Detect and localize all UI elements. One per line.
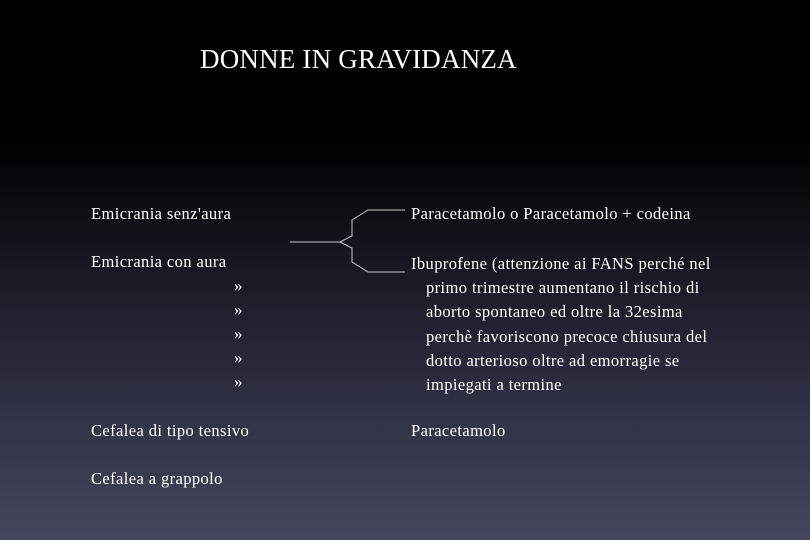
treatment-paracetamol: Paracetamolo: [411, 421, 506, 440]
treatment-ibuprofen-note: [411, 252, 711, 397]
condition-tension-headache: Cefalea di tipo tensivo: [91, 421, 250, 440]
treatment-line: primo trimestre aumentano il rischio di: [426, 278, 700, 298]
slide-title: DONNE IN GRAVIDANZA: [200, 44, 517, 74]
ditto-mark: »: [234, 372, 243, 391]
treatment-line: Ibuprofene (attenzione ai FANS perché nel: [411, 254, 711, 273]
treatment-line: perchè favoriscono precoce chiusura del: [426, 326, 708, 346]
treatment-line: impiegati a termine: [426, 375, 562, 395]
ditto-mark: »: [234, 300, 243, 319]
treatment-line: aborto spontaneo ed oltre la 32esima: [426, 302, 683, 322]
condition-cluster-headache: Cefalea a grappolo: [91, 469, 223, 488]
condition-migraine-without-aura: Emicrania senz'aura: [91, 204, 232, 223]
ditto-mark: »: [234, 276, 243, 295]
treatment-line: dotto arterioso oltre ad emorragie se: [426, 350, 680, 370]
ditto-mark: »: [234, 324, 243, 343]
treatment-paracetamol-codeine: Paracetamolo o Paracetamolo + codeina: [411, 204, 691, 223]
condition-migraine-with-aura: Emicrania con aura: [91, 252, 227, 271]
ditto-mark: »: [234, 348, 243, 367]
